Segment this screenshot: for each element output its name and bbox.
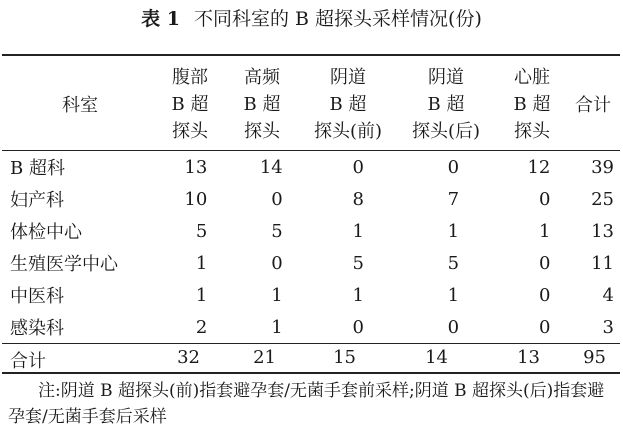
cell: 7 (447, 188, 460, 210)
cell: 39 (591, 156, 614, 178)
cell: 0 (352, 156, 364, 178)
cell: 0 (447, 316, 460, 338)
header-col-cardiac: 心脏 B 超 探头 (513, 67, 551, 142)
total-cell: 13 (517, 347, 540, 368)
row-dept: 生殖医学中心 (10, 254, 118, 275)
cell: 0 (352, 316, 364, 338)
total-cell: 15 (333, 347, 356, 368)
cell: 0 (538, 284, 551, 306)
cell: 0 (271, 252, 283, 274)
cell: 1 (538, 220, 551, 242)
table-footnote: 注:阴道 B 超探头(前)指套避孕套/无菌手套前采样;阴道 B 超探头(后)指套避孕套/无菌手套后采样 (8, 381, 605, 427)
total-label: 合计 (10, 351, 46, 372)
cell: 5 (271, 220, 283, 242)
table-row (2, 215, 620, 247)
header-col-highfreq: 高频 B 超 探头 (243, 67, 281, 142)
header-col-vaginal-before: 阴道 B 超 探头(前) (313, 67, 383, 142)
cell: 0 (538, 316, 551, 338)
row-dept: 体检中心 (10, 222, 82, 243)
cell: 4 (602, 284, 614, 306)
table-row (2, 247, 620, 279)
cell: 10 (184, 188, 208, 210)
cell: 13 (184, 156, 208, 178)
table-caption: 不同科室的 B 超探头采样情况(份) (193, 8, 482, 30)
cell: 1 (447, 220, 460, 242)
cell: 1 (271, 284, 283, 306)
top-rule (2, 54, 620, 56)
cell: 1 (352, 220, 364, 242)
header-col-vaginal-after: 阴道 B 超 探头(后) (411, 67, 481, 142)
cell: 0 (538, 188, 551, 210)
total-row (2, 345, 620, 372)
table-row (2, 183, 620, 215)
cell: 14 (259, 156, 283, 178)
row-dept: 中医科 (10, 286, 64, 307)
table-number: 表 1 (141, 8, 180, 30)
data-table (2, 151, 620, 343)
row-dept: 感染科 (10, 318, 64, 339)
cell: 1 (447, 284, 460, 306)
cell: 12 (527, 156, 551, 178)
cell: 1 (195, 252, 208, 274)
cell: 5 (352, 252, 364, 274)
row-dept: B 超科 (10, 158, 65, 179)
table-row (2, 311, 620, 343)
cell: 0 (271, 188, 283, 210)
table-row (2, 151, 620, 183)
cell: 11 (591, 252, 614, 274)
cell: 1 (352, 284, 364, 306)
cell: 5 (195, 220, 208, 242)
total-cell: 32 (177, 347, 200, 368)
total-cell: 95 (583, 347, 606, 368)
total-cell: 14 (425, 347, 448, 368)
cell: 3 (602, 316, 614, 338)
cell: 5 (447, 252, 460, 274)
cell: 1 (195, 284, 208, 306)
header-col-abdominal: 腹部 B 超 探头 (171, 67, 209, 142)
bottom-rule (2, 372, 620, 374)
table-row (2, 279, 620, 311)
total-cell: 21 (253, 347, 276, 368)
table-title (0, 4, 623, 31)
header-dept: 科室 (62, 95, 98, 116)
cell: 13 (591, 220, 614, 242)
total-rule (2, 343, 620, 344)
cell: 0 (447, 156, 460, 178)
cell: 1 (271, 316, 283, 338)
cell: 8 (352, 188, 364, 210)
cell: 0 (538, 252, 551, 274)
cell: 2 (195, 316, 208, 338)
header-total: 合计 (575, 95, 611, 116)
cell: 25 (591, 188, 614, 210)
row-dept: 妇产科 (10, 190, 64, 211)
